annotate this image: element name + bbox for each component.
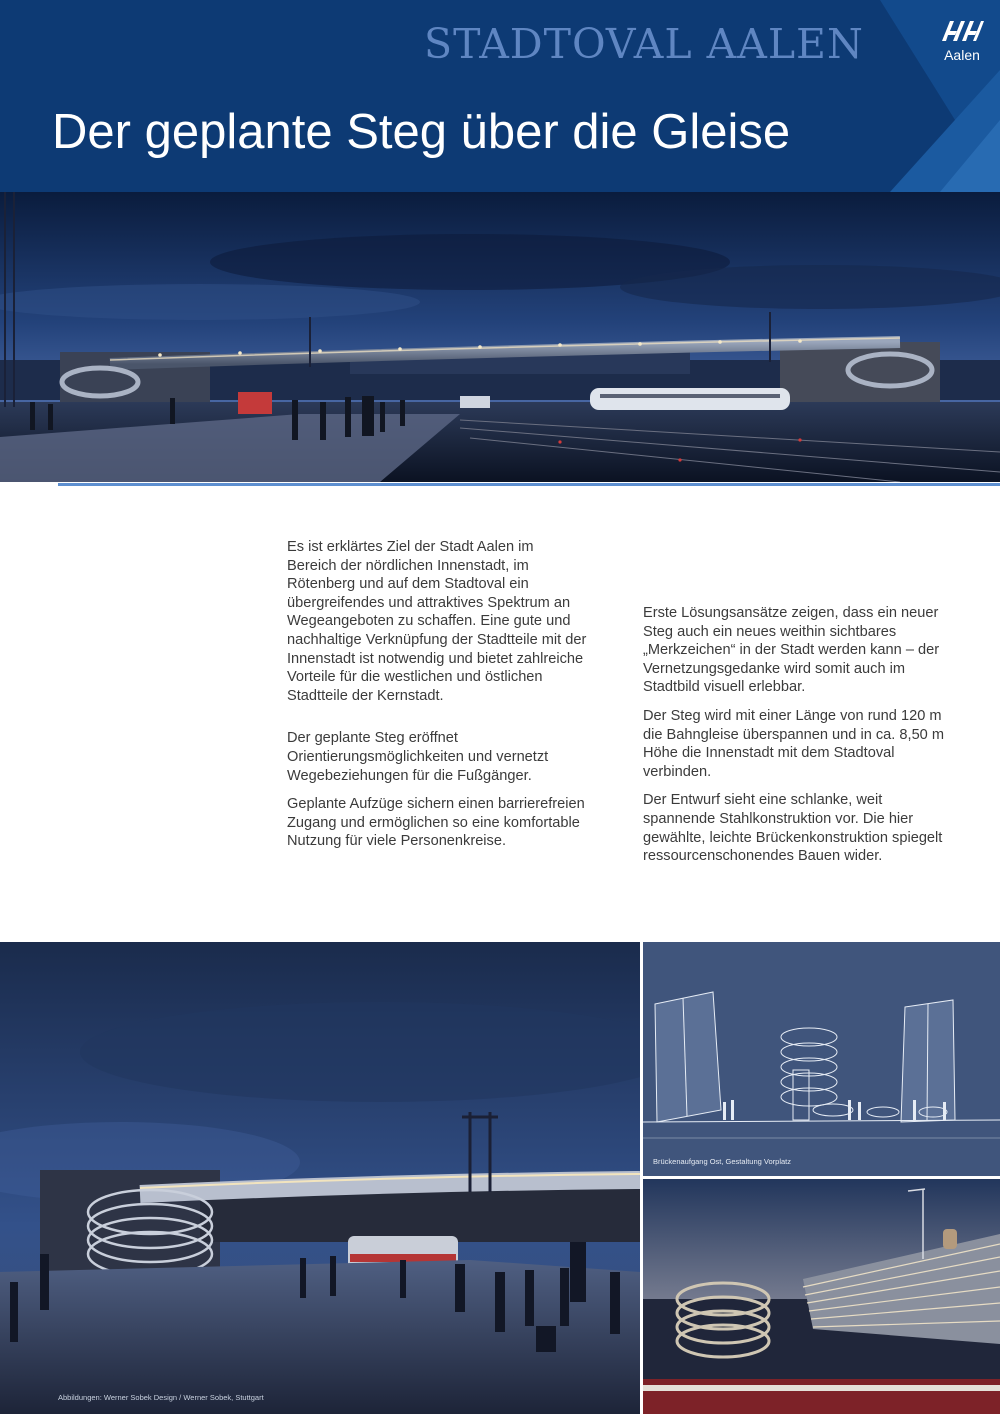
page-header [0, 0, 1000, 192]
platform-night-image [0, 942, 640, 1414]
body-paragraph: Erste Lösungsansätze zeigen, dass ein neuer Steg auch ein neues weithin sichtbares „Merkzeichen“ in der Stadt werden kann – der Vernetzungsgedanke wird somit auch im Stadtbild visuell erlebbar. [643, 605, 940, 696]
page-title: Der geplante Steg über die Gleise [52, 105, 791, 159]
hero-night-rendering [0, 192, 1000, 482]
spiral-ramp-night-rendering [0, 942, 640, 1414]
body-paragraph: Der Steg wird mit einer Länge von rund 120 m die Bahngleise überspannen und in ca. 8,50 m Höhe die Innenstadt mit dem Stadtoval verbinden. [643, 707, 945, 780]
line-drawing-rendering [643, 942, 1000, 1176]
header-facet-decoration [940, 120, 1000, 192]
image-credit: Abbildungen: Werner Sobek Design / Werner Sobek, Stuttgart [58, 1393, 264, 1402]
paragraph-spacer [287, 715, 587, 729]
hero-divider-rule [58, 483, 1000, 486]
body-paragraph: Der Entwurf sieht eine schlanke, weit spannende Stahlkonstruktion vor. Die hier gewählte, leichte Brückenkonstruktion spiegelt ressourcenschonendes Bauen wider. [643, 792, 943, 865]
hero-image [0, 192, 1000, 482]
section-kicker: STADTOVAL AALEN [424, 20, 864, 68]
aalen-logo [936, 20, 988, 66]
intro-text-column-right [643, 604, 948, 876]
dusk-detail-rendering [643, 1179, 1000, 1414]
image-caption: Brückenaufgang Ost, Gestaltung Vorplatz [653, 1157, 791, 1166]
body-paragraph: Geplante Aufzüge sichern einen barrierefreien Zugang und ermöglichen so eine komfortable Nutzung für viele Personenkreise. [287, 796, 585, 850]
spiral-ramp-dusk-image [643, 1179, 1000, 1414]
body-paragraph: Es ist erklärtes Ziel der Stadt Aalen im Bereich der nördlichen Innenstadt, im Rötenberg und auf dem Stadtoval ein übergreifendes und attraktives Spektrum an Wegeangeboten zu schaffen. Eine gute und nachhaltige Verknüpfung der Stadtteile mit der Innenstadt ist notwendig und bietet zahlreiche Vorteile für die westlichen und östlichen Stadtteile der Kernstadt. [287, 539, 587, 704]
intro-text-column-left [287, 538, 587, 861]
aalen-logo-icon [940, 20, 984, 42]
logo-wordmark: Aalen [944, 47, 980, 63]
body-paragraph: Der geplante Steg eröffnet Orientierungsmöglichkeiten und vernetzt Wegebeziehungen für die Fußgänger. [287, 730, 549, 784]
bridge-access-drawing-image [643, 942, 1000, 1176]
